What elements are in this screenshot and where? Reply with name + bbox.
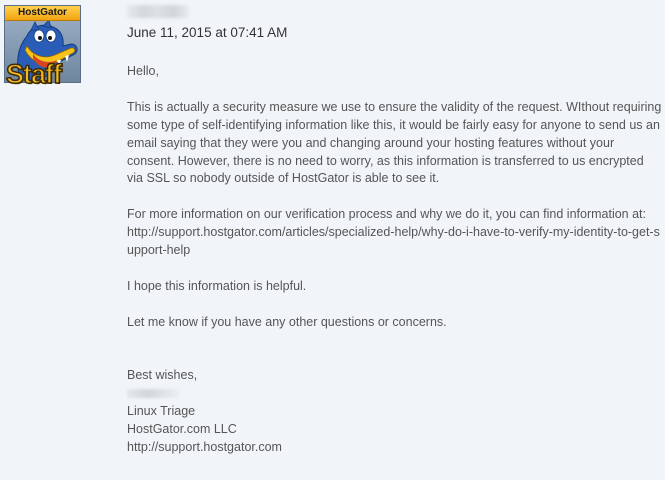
signature-team: Linux Triage [127, 404, 196, 419]
signature-closing: Best wishes, [127, 368, 198, 383]
author-name-redacted [127, 5, 189, 18]
signature [127, 367, 662, 457]
info-link[interactable]: http://support.hostgator.com/articles/specialized-help/why-do-i-have-to-verify-my-identity-to-get-support-help [127, 225, 660, 258]
paragraph-security: This is actually a security measure we use to ensure the validity of the request. WIthout requiring some type of self-identifying information like this, it would be fairly easy for anyone to send us an email saying that they were you and changing around your hosting features without your consent. However, there is no need to worry, as this information is transferred to us encrypted via SSL so nobody outside of HostGator is able to see it. [127, 99, 662, 186]
signature-company: HostGator.com LLC [127, 422, 237, 437]
greeting: Hello, [127, 64, 159, 78]
avatar-brand-label: HostGator [5, 6, 80, 21]
reply-date: June 11, 2015 at 07:41 AM [127, 25, 288, 40]
signature-website-link[interactable]: http://support.hostgator.com [127, 440, 282, 455]
staff-avatar [4, 5, 81, 89]
avatar-staff-badge: Staff [6, 59, 61, 89]
paragraph-questions: Let me know if you have any other questions or concerns. [127, 314, 447, 329]
reply-body [127, 63, 662, 457]
paragraph-more-info: For more information on our verification process and why we do it, you can find information at: [127, 207, 647, 222]
paragraph-helpful: I hope this information is helpful. [127, 278, 307, 293]
signature-name-redacted [127, 389, 179, 398]
